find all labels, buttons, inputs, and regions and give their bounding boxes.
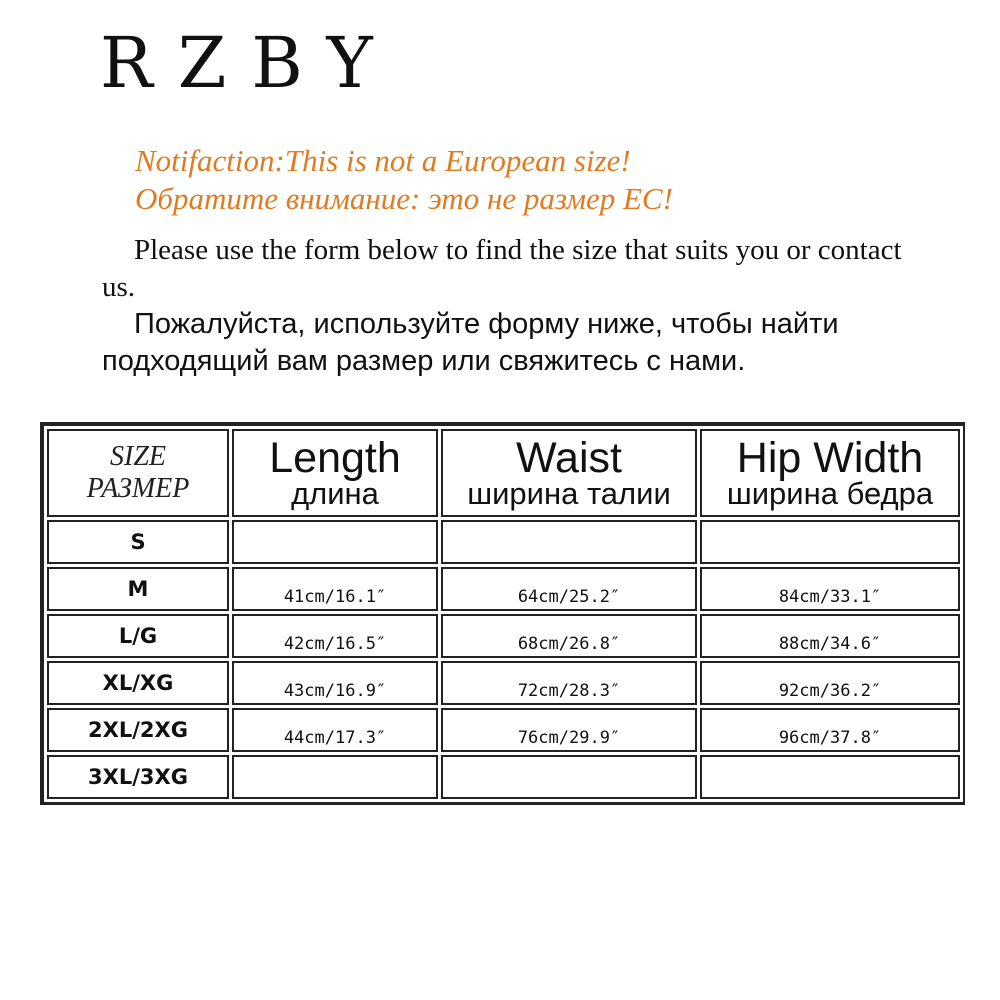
table-row — [47, 567, 960, 611]
waist-cell: 76cm/29.9″ — [441, 708, 697, 752]
length-cell: 42cm/16.5″ — [232, 614, 438, 658]
waist-cell: 68cm/26.8″ — [441, 614, 697, 658]
hip-cell: 96cm/37.8″ — [700, 708, 960, 752]
length-cell: 43cm/16.9″ — [232, 661, 438, 705]
header-size — [47, 429, 229, 517]
length-cell — [232, 520, 438, 564]
table-row — [47, 755, 960, 799]
length-cell: 44cm/17.3″ — [232, 708, 438, 752]
header-length-ru: длина — [291, 476, 379, 511]
header-waist-en: Waist — [516, 434, 622, 482]
header-hip-ru: ширина бедра — [726, 476, 934, 511]
hip-cell — [700, 755, 960, 799]
notice-line-ru: Обратите внимание: это не размер ЕС! — [135, 181, 673, 216]
size-cell: 3XL/3XG — [47, 755, 229, 799]
size-chart-table — [40, 422, 965, 805]
header-hip — [700, 429, 960, 517]
waist-cell — [441, 520, 697, 564]
size-notice — [135, 142, 673, 218]
table-row — [47, 520, 960, 564]
instructions-ru: Пожалуйста, используйте форму ниже, чтобы найти подходящий вам размер или свяжитесь с нами. — [102, 308, 839, 377]
size-cell: L/G — [47, 614, 229, 658]
waist-cell: 64cm/25.2″ — [441, 567, 697, 611]
header-length-en: Length — [269, 434, 401, 482]
brand-logo-text: RZBY — [100, 22, 398, 104]
length-cell: 41cm/16.1″ — [232, 567, 438, 611]
size-cell: S — [47, 520, 229, 564]
instructions-en: Please use the form below to find the size that suits you or contact us. — [102, 234, 902, 303]
size-cell: 2XL/2XG — [47, 708, 229, 752]
header-length — [232, 429, 438, 517]
notice-line-en: Notifaction:This is not a European size! — [135, 143, 631, 178]
header-size-ru: РАЗМЕР — [86, 473, 190, 504]
header-waist-ru: ширина талии — [467, 476, 671, 511]
size-cell: M — [47, 567, 229, 611]
hip-cell — [700, 520, 960, 564]
table-row — [47, 614, 960, 658]
table-row — [47, 708, 960, 752]
header-hip-en: Hip Width — [736, 434, 924, 482]
header-size-en: SIZE — [110, 441, 166, 472]
waist-cell: 72cm/28.3″ — [441, 661, 697, 705]
hip-cell: 88cm/34.6″ — [700, 614, 960, 658]
size-cell: XL/XG — [47, 661, 229, 705]
waist-cell — [441, 755, 697, 799]
hip-cell: 92cm/36.2″ — [700, 661, 960, 705]
header-waist — [441, 429, 697, 517]
table-header-row — [47, 429, 960, 517]
length-cell — [232, 755, 438, 799]
hip-cell: 84cm/33.1″ — [700, 567, 960, 611]
table-row — [47, 661, 960, 705]
